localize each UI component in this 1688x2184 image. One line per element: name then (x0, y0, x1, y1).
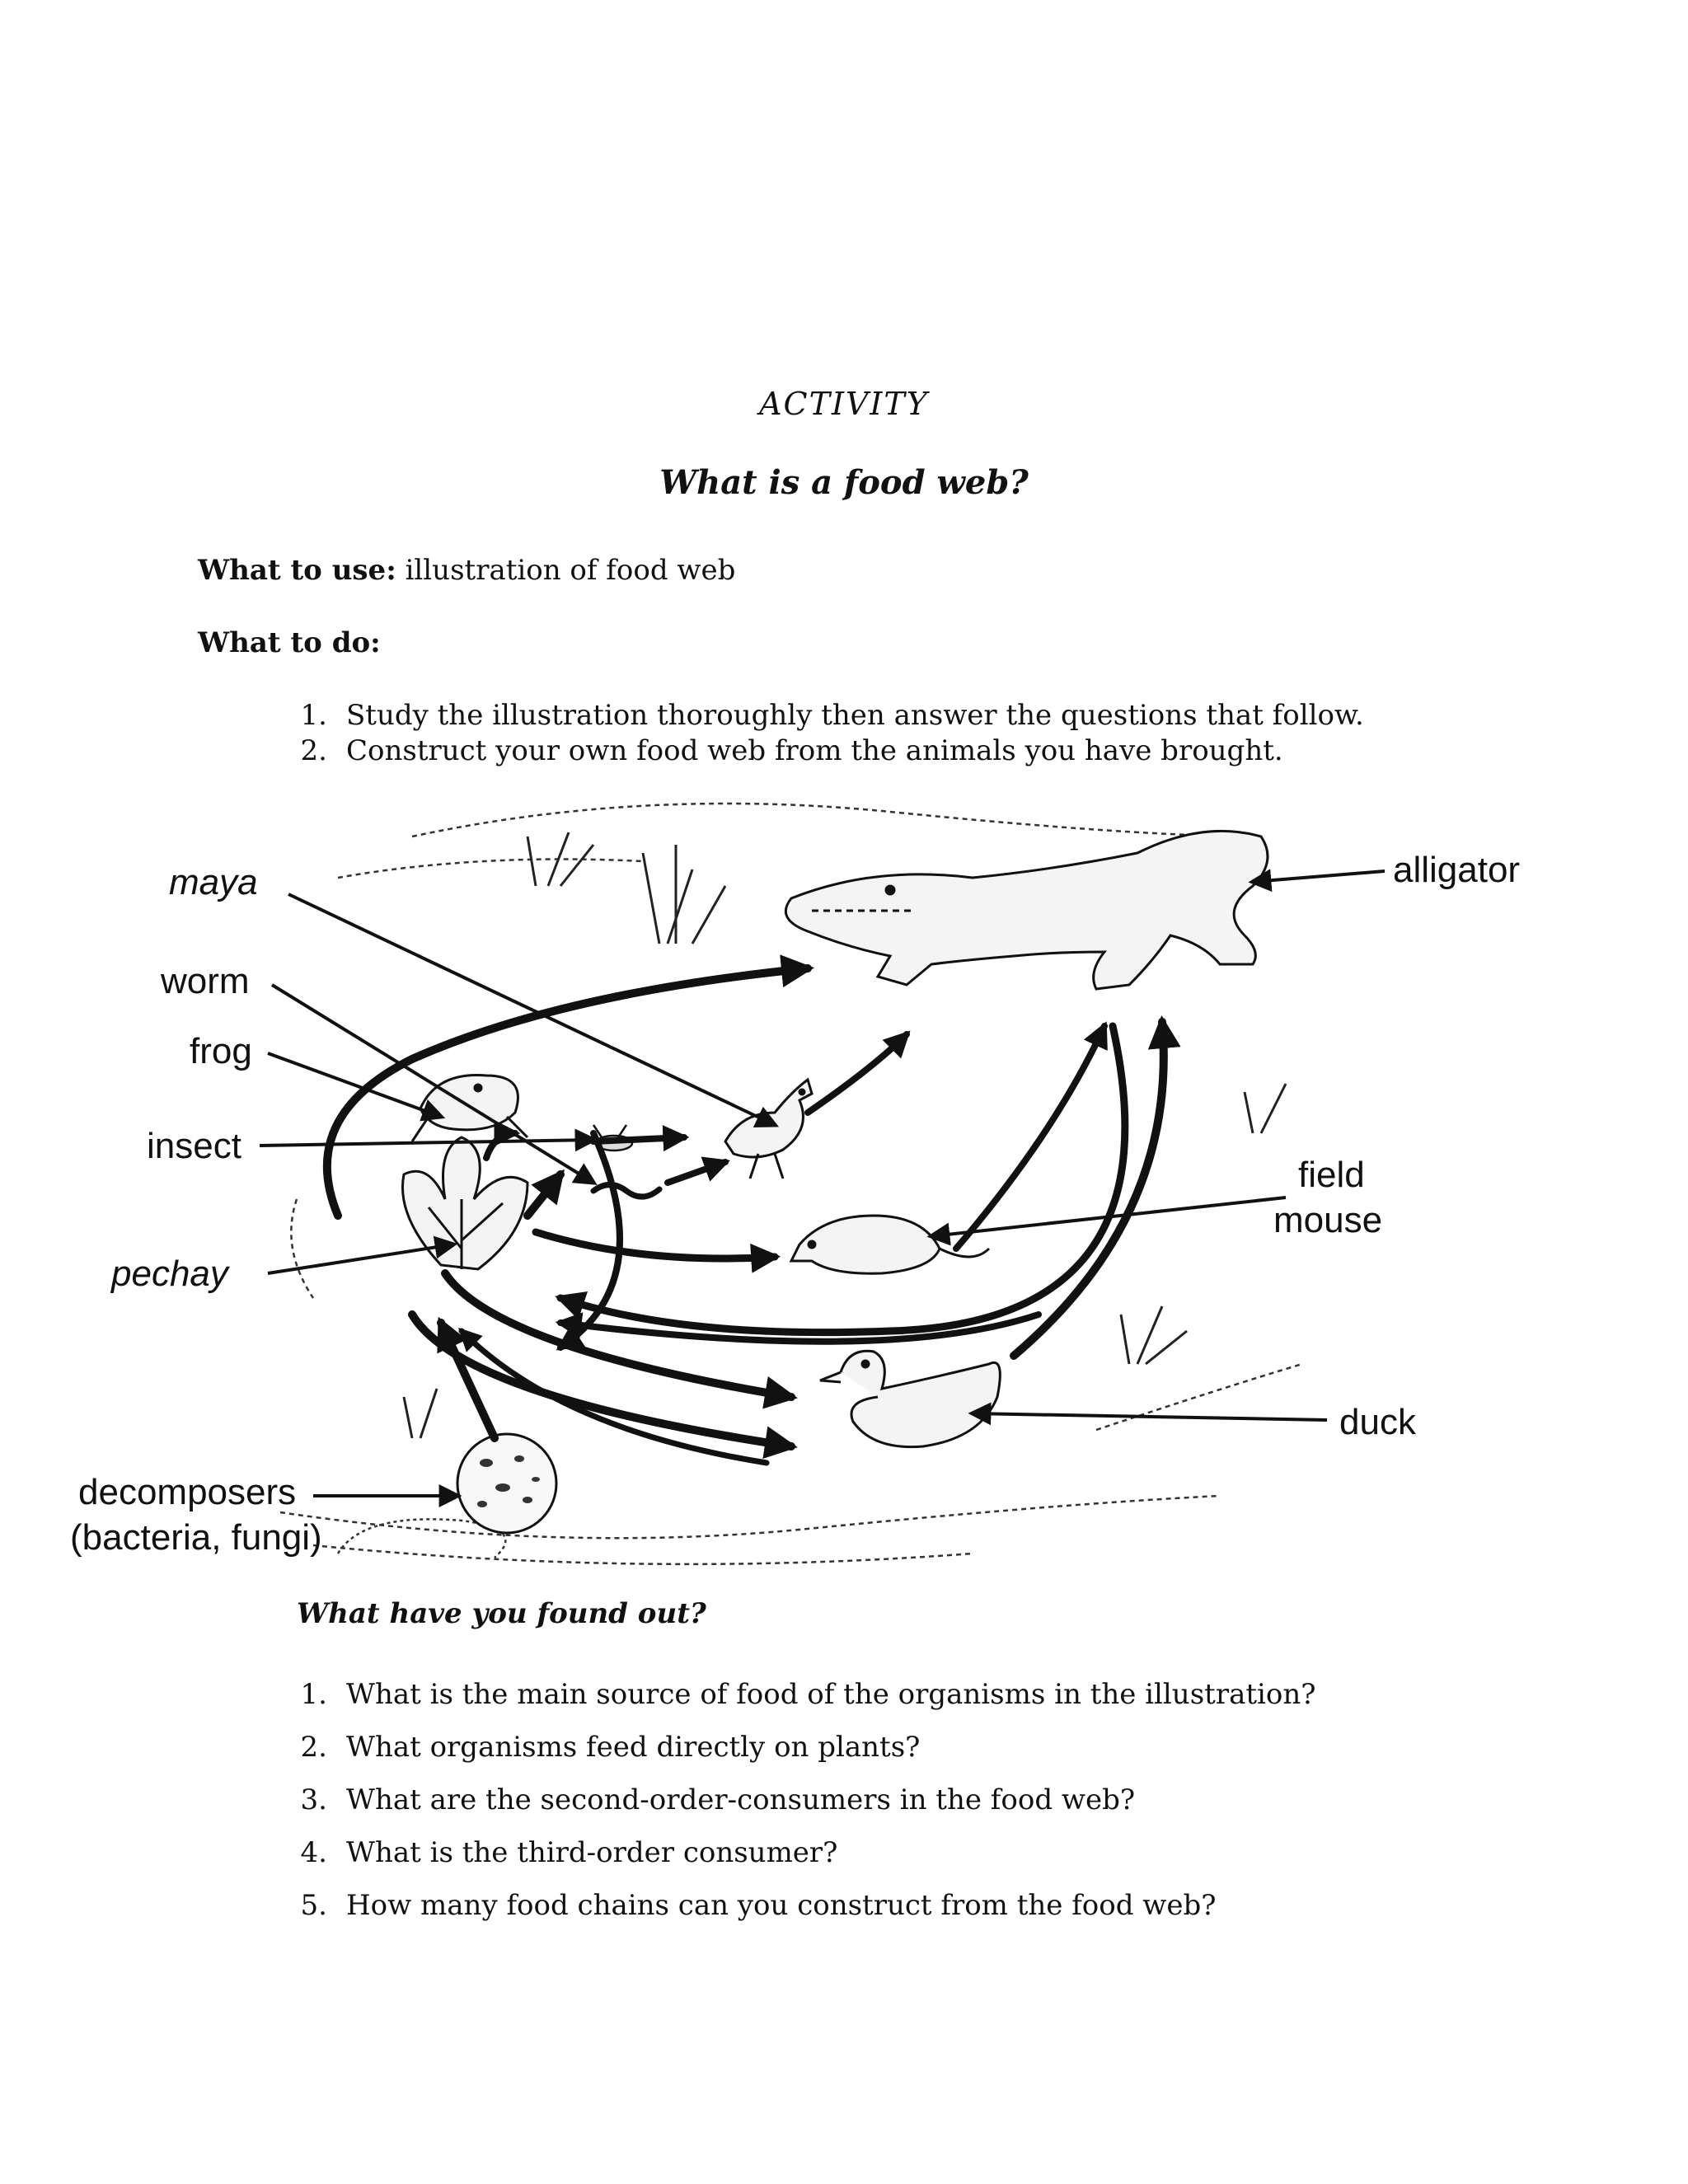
list-item-text: Construct your own food web from the animals you have brought. (346, 734, 1283, 767)
label-alligator: alligator (1393, 850, 1521, 890)
label-mouse: mouse (1273, 1200, 1383, 1240)
list-item-text: What is the third-order consumer? (346, 1836, 838, 1869)
list-item-text: What is the main source of food of the organisms in the illustration? (346, 1678, 1316, 1711)
label-field: field (1298, 1155, 1365, 1195)
arrow-worm-to-maya (668, 1162, 725, 1183)
list-item-text: Study the illustration thoroughly then answer the questions that follow. (346, 699, 1364, 732)
arrow-plant-to-alligator-loop (327, 968, 808, 1216)
procedure-label: What to do: (198, 626, 381, 659)
list-item (293, 1889, 1315, 1942)
label-decomposers-sub: (bacteria, fungi) (70, 1517, 322, 1558)
list-item-number: 2. (300, 1731, 327, 1764)
worm-icon (593, 1185, 659, 1197)
list-item-number: 2. (300, 734, 327, 767)
arrow-pechay-to-mouse (536, 1232, 775, 1258)
list-item (293, 1731, 1315, 1783)
materials-label: What to use: (198, 554, 396, 587)
label-maya: maya (169, 862, 258, 902)
list-item (293, 1678, 1315, 1731)
materials-line (198, 554, 735, 587)
food-web-illustration (66, 787, 1550, 1578)
arrow-pechay-to-frog (486, 1133, 515, 1158)
procedure-list (293, 699, 1364, 770)
label-decomposers: decomposers (78, 1472, 297, 1512)
label-frog: frog (190, 1031, 252, 1071)
questions-list (293, 1678, 1315, 1942)
label-pechay: pechay (111, 1254, 228, 1294)
list-item-text: What organisms feed directly on plants? (346, 1731, 921, 1764)
list-item-text: What are the second-order-consumers in the food web? (346, 1783, 1136, 1816)
materials-value: illustration of food web (405, 554, 736, 587)
maya-bird-icon (725, 1080, 812, 1179)
list-item-number: 5. (300, 1889, 327, 1922)
arrow-mouse-to-alligator (956, 1026, 1104, 1249)
label-worm: worm (161, 961, 250, 1001)
list-item-number: 1. (300, 699, 327, 732)
list-item-text: How many food chains can you construct from the food web? (346, 1889, 1217, 1922)
alligator-icon (785, 831, 1268, 989)
arrow-maya-to-alligator (808, 1034, 907, 1113)
list-item (293, 1836, 1315, 1889)
activity-label: ACTIVITY (759, 386, 929, 422)
label-duck: duck (1339, 1402, 1416, 1442)
arrow-duck-to-alligator (1014, 1022, 1164, 1356)
duck-icon (820, 1351, 1000, 1446)
procedure-line (198, 626, 381, 659)
list-item (293, 1783, 1315, 1836)
arrow-insect-to-maya (593, 1137, 684, 1141)
arrow-pechay-to-worm (528, 1174, 560, 1216)
findings-title: What have you found out? (297, 1597, 706, 1630)
page-title: What is a food web? (659, 463, 1029, 502)
list-item-number: 4. (300, 1836, 327, 1869)
list-item (293, 734, 1364, 770)
list-item-number: 1. (300, 1678, 327, 1711)
arrow-alligator-to-decomposers (560, 1026, 1125, 1333)
decomposers-icon (457, 1434, 556, 1533)
list-item (293, 699, 1364, 734)
label-insect: insect (147, 1126, 241, 1166)
list-item-number: 3. (300, 1783, 327, 1816)
